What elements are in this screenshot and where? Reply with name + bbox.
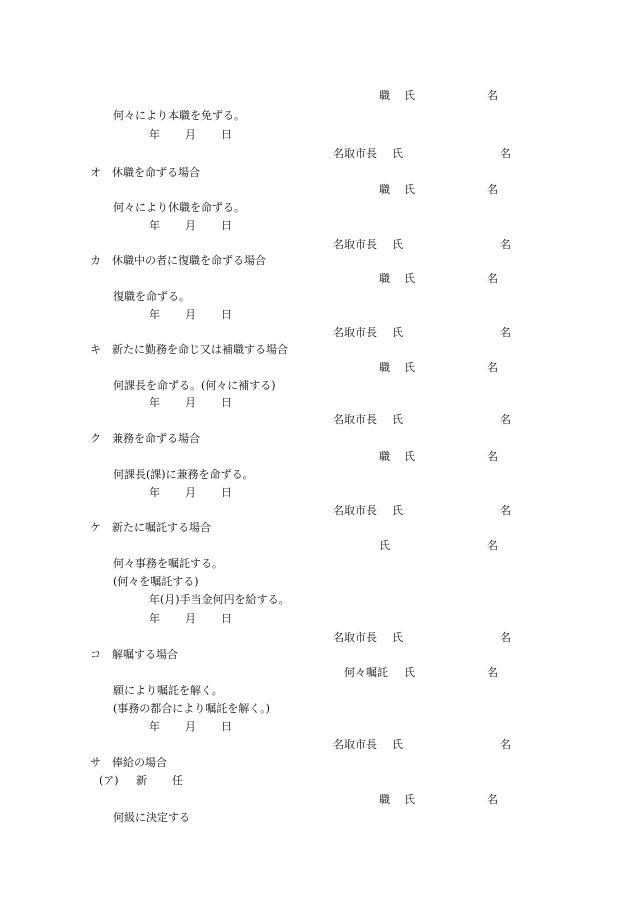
family-name-label: 氏	[404, 450, 415, 463]
family-name-label: 氏	[392, 238, 403, 251]
year-label: 年	[149, 308, 160, 321]
given-name-label: 名	[487, 450, 498, 463]
month-label: 月	[185, 720, 196, 733]
position-label: 職	[379, 361, 390, 374]
heading-mark: ク	[90, 432, 101, 445]
given-name-label: 名	[500, 326, 511, 339]
given-name-label: 名	[487, 272, 498, 285]
family-name-label: 氏	[404, 89, 415, 102]
month-label: 月	[185, 396, 196, 409]
position-label: 職	[379, 183, 390, 196]
family-name-label: 氏	[404, 361, 415, 374]
subsection-title: 任	[172, 774, 183, 787]
family-name-label: 氏	[404, 272, 415, 285]
mayor-label: 名取市長	[333, 147, 377, 160]
heading-text: 新たに嘱託する場合	[112, 521, 211, 534]
position-label: 職	[379, 89, 390, 102]
year-label: 年	[149, 720, 160, 733]
heading-text: 俸給の場合	[112, 756, 167, 769]
position-label: 職	[379, 450, 390, 463]
given-name-label: 名	[500, 738, 511, 751]
year-label: 年	[149, 396, 160, 409]
day-label: 日	[221, 612, 232, 625]
given-name-label: 名	[487, 539, 498, 552]
given-name-label: 名	[487, 361, 498, 374]
given-name-label: 名	[487, 793, 498, 806]
body-text: 年(月)手当金何円を給する。	[149, 593, 290, 606]
given-name-label: 名	[500, 504, 511, 517]
month-label: 月	[185, 308, 196, 321]
body-text: 何々により休職を命ずる。	[113, 201, 245, 214]
family-name-label: 氏	[392, 504, 403, 517]
month-label: 月	[185, 219, 196, 232]
section-heading-ki	[90, 343, 288, 357]
mayor-label: 名取市長	[333, 413, 377, 426]
given-name-label: 名	[500, 631, 511, 644]
heading-text: 兼務を命ずる場合	[112, 432, 200, 445]
heading-text: 休職中の者に復職を命ずる場合	[112, 254, 266, 267]
family-name-label: 氏	[404, 666, 415, 679]
body-text: 復職を命ずる。	[113, 290, 190, 303]
body-text: 何課長(課)に兼務を命ずる。	[113, 468, 254, 481]
month-label: 月	[185, 612, 196, 625]
position-label: 何々嘱託	[344, 666, 388, 679]
section-heading-ku	[90, 432, 200, 446]
year-label: 年	[149, 612, 160, 625]
body-text: 何々により本職を免ずる。	[113, 109, 245, 122]
day-label: 日	[221, 128, 232, 141]
body-text: (事務の都合により嘱託を解く。)	[113, 702, 270, 715]
day-label: 日	[221, 720, 232, 733]
given-name-label: 名	[487, 89, 498, 102]
year-label: 年	[149, 219, 160, 232]
given-name-label: 名	[500, 238, 511, 251]
body-text: 何級に決定する	[113, 811, 190, 824]
day-label: 日	[221, 219, 232, 232]
section-heading-ko	[90, 648, 178, 662]
family-name-label: 氏	[392, 413, 403, 426]
year-label: 年	[149, 486, 160, 499]
given-name-label: 名	[487, 183, 498, 196]
month-label: 月	[185, 128, 196, 141]
day-label: 日	[221, 396, 232, 409]
section-heading-ka	[90, 254, 266, 268]
heading-text: 休職を命ずる場合	[112, 166, 200, 179]
family-name-label: 氏	[404, 793, 415, 806]
section-heading-o	[90, 166, 200, 180]
body-text: 願により嘱託を解く。	[113, 684, 223, 697]
subsection-title: 新	[136, 774, 147, 787]
family-name-label: 氏	[392, 738, 403, 751]
section-heading-ke	[90, 521, 211, 535]
mayor-label: 名取市長	[333, 504, 377, 517]
given-name-label: 名	[500, 413, 511, 426]
position-label: 職	[379, 272, 390, 285]
mayor-label: 名取市長	[333, 738, 377, 751]
heading-mark: カ	[90, 254, 101, 267]
position-label: 職	[379, 793, 390, 806]
mayor-label: 名取市長	[333, 238, 377, 251]
heading-mark: ケ	[90, 521, 101, 534]
heading-mark: サ	[90, 756, 101, 769]
family-name-label: 氏	[392, 631, 403, 644]
family-name-label: 氏	[392, 326, 403, 339]
day-label: 日	[221, 486, 232, 499]
body-text: 何々事務を嘱託する。	[113, 557, 223, 570]
year-label: 年	[149, 128, 160, 141]
given-name-label: 名	[500, 147, 511, 160]
family-name-label: 氏	[379, 539, 390, 552]
family-name-label: 氏	[392, 147, 403, 160]
day-label: 日	[221, 308, 232, 321]
body-text: 何課長を命ずる。(何々に補する)	[113, 379, 276, 392]
given-name-label: 名	[487, 666, 498, 679]
month-label: 月	[185, 486, 196, 499]
heading-mark: キ	[90, 343, 101, 356]
mayor-label: 名取市長	[333, 326, 377, 339]
subsection-mark: (ア)	[99, 774, 119, 787]
section-heading-sa	[90, 756, 167, 770]
heading-mark: オ	[90, 166, 101, 179]
family-name-label: 氏	[404, 183, 415, 196]
body-text: (何々を嘱託する)	[113, 575, 199, 588]
heading-text: 解嘱する場合	[112, 648, 178, 661]
mayor-label: 名取市長	[333, 631, 377, 644]
heading-mark: コ	[90, 648, 101, 661]
heading-text: 新たに勤務を命じ又は補職する場合	[112, 343, 288, 356]
